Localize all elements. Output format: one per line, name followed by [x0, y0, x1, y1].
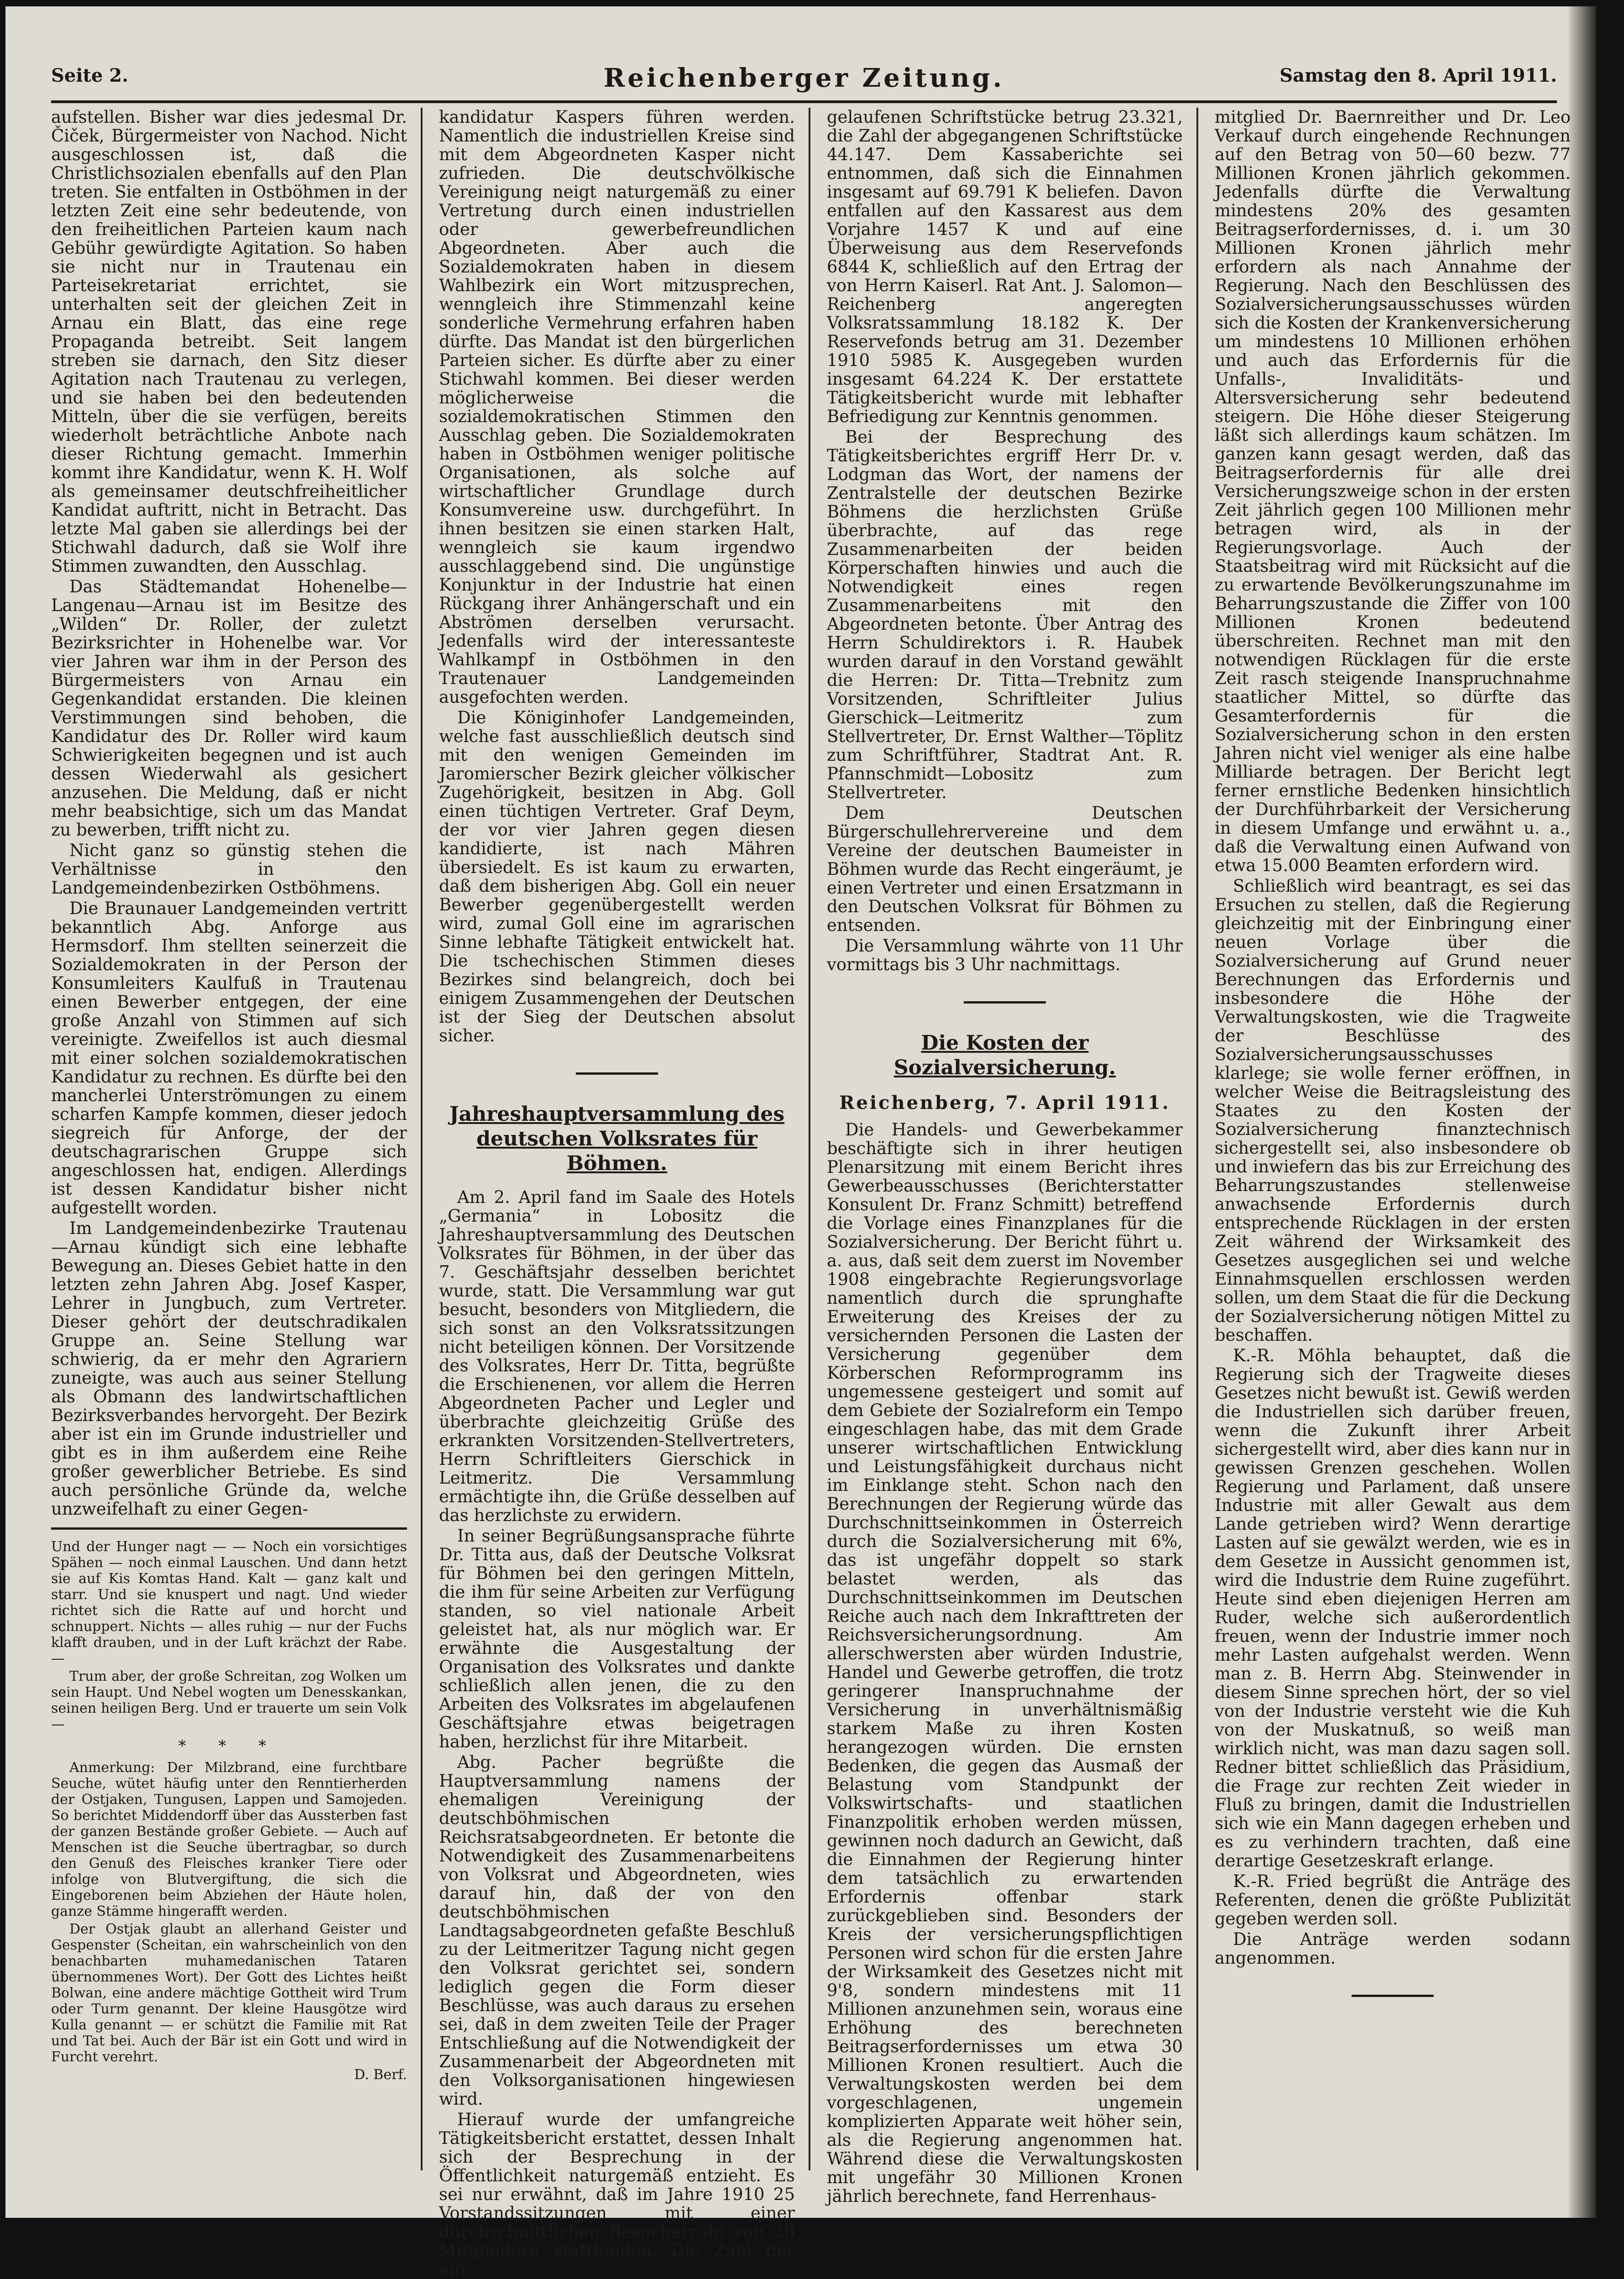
paragraph: Die Braunauer Landgemeinden vertritt bekanntlich Abg. Anforge aus Hermsdorf. Ihm stellten seinerzeit die Sozialdemokraten in der Person der Konsumleiters Kaulfuß in Trautenau einen Bewerber entgegen, der eine große Anzahl von Stimmen auf sich vereinigte. Zweifellos ist auch diesmal mit einer solchen sozialdemokratischen Kandidatur zu rechnen. Es dürfte bei den mancherlei Unterströmungen zu einem scharfen Kampfe kommen, dieser jedoch siegreich für Anforge, der der deutschagrarischen Gruppe sich angeschlossen hat, endigen. Allerdings ist dessen Kandidatur bisher nicht aufgestellt worden.	[51, 899, 407, 1218]
paragraph: Hierauf wurde der umfangreiche Tätigkeitsbericht erstattet, dessen Inhalt sich der Besprechung in der Öffentlichkeit naturgemäß entzieht. Es sei nur erwähnt, daß im Jahre 1910 25 Vorstandssitzungen mit einer durchschnittlichen Besucherzahl von 28 Mitgliedern stattfanden. Die Zahl der ein-	[439, 2110, 795, 2279]
paragraph: aufstellen. Bisher war dies jedesmal Dr. Čiček, Bürgermeister von Nachod. Nicht ausgeschlossen ist, daß die Christlichsozialen ebenfalls auf den Plan treten. Sie entfalten in Ostböhmen in der letzten Zeit eine sehr bedeutende, von den freiheitlichen Parteien kaum nach Gebühr gewürdigte Agitation. So haben sie nicht nur in Trautenau ein Parteisekretariat errichtet, sie unterhalten seit der gleichen Zeit in Arnau ein Blatt, das eine rege Propaganda betreibt. Seit langem streben sie darnach, den Sitz dieser Agitation nach Trautenau zu verlegen, und sie haben bei den bedeutenden Mitteln, über die sie verfügen, bereits wiederholt beträchtliche Anbote nach dieser Richtung gemacht. Immerhin kommt ihre Kandidatur, wenn K. H. Wolf als gemeinsamer deutschfreiheitlicher Kandidat auftritt, nicht in Betracht. Das letzte Mal gaben sie allerdings bei der Stichwahl dadurch, daß sie Wolf ihre Stimmen zuwandten, den Ausschlag.	[51, 107, 407, 576]
article-end-rule	[1352, 1995, 1434, 1997]
paragraph: kandidatur Kaspers führen werden. Namentlich die industriellen Kreise sind mit dem Abgeordneten Kasper nicht zufrieden. Die deutschvölkische Vereinigung neigt naturgemäß zu einer Vertretung durch einen industriellen oder gewerbefreundlichen Abgeordneten. Aber auch die Sozialdemokraten haben in diesem Wahlbezirk ein Wort mitzusprechen, wenngleich ihre Stimmenzahl keine sonderliche Vermehrung erfahren haben dürfte. Das Mandat ist den bürgerlichen Parteien sicher. Es dürfte aber zu einer Stichwahl kommen. Bei dieser werden möglicherweise die sozialdemokratischen Stimmen den Ausschlag geben. Die Sozialdemokraten haben in Ostböhmen weniger politische Organisationen, als solche auf wirtschaftlicher Grundlage durch Konsumvereine usw. durchgeführt. In ihnen besitzen sie einen starken Halt, wenngleich sie kaum irgendwo ausschlaggebend sind. Die ungünstige Konjunktur in der Industrie hat einen Rückgang ihrer Anhängerschaft und ein Abströmen derselben verursacht. Jedenfalls wird der interessanteste Wahlkampf in Ostböhmen in den Trautenauer Landgemeinden ausgefochten werden.	[439, 107, 795, 707]
author-signature: D. Berf.	[354, 2067, 407, 2083]
paragraph: mitglied Dr. Baernreither und Dr. Leo Verkauf durch eingehende Rechnungen auf den Betrag von 50—60 bezw. 77 Millionen Kronen jährlich gekommen. Jedenfalls dürfte die Verwaltung mindestens 20% des gesamten Beitragserfordernisses, d. i. um 30 Millionen Kronen jährlich mehr erfordern als nach Annahme der Regierung. Nach den Beschlüssen des Sozialversicherungsausschusses würden sich die Kosten der Krankenversicherung um mindestens 10 Millionen erhöhen und auch das Erfordernis für die Unfalls-, Invaliditäts- und Altersversicherung sehr bedeutend steigern. Die Höhe dieser Steigerung läßt sich allerdings kaum schätzen. Im ganzen kann gesagt werden, daß das Beitragserfordernis für alle drei Versicherungszweige schon in der ersten Zeit jährlich gegen 100 Millionen mehr betragen wird, als in der Regierungsvorlage. Auch der Staatsbeitrag wird mit Rücksicht auf die zu erwartende Bevölkerungszunahme im Beharrungszustande die Ziffer von 100 Millionen Kronen bedeutend überschreiten. Rechnet man mit den notwendigen Rücklagen für die erste Zeit rasch steigende Inanspruchnahme staatlicher Mittel, so dürfte das Gesamterfordernis für die Sozialversicherung schon in den ersten Jahren nicht viel weniger als eine halbe Milliarde betragen. Der Bericht legt ferner ernstliche Bedenken hinsichtlich der Durchführbarkeit der Versicherung in diesem Umfange und erwähnt u. a., daß die Verwaltung einen Aufwand von etwa 15.000 Beamten erfordern wird.	[1215, 107, 1571, 875]
feuilleton-rule	[51, 1527, 407, 1530]
paragraph: Am 2. April fand im Saale des Hotels „Germania“ in Lobositz die Jahreshauptversammlung des Deutschen Volksrates für Böhmen, in der über das 7. Geschäftsjahr desselben berichtet wurde, statt. Die Versammlung war gut besucht, besonders von Mitgliedern, die sich sonst an den Volksratssitzungen nicht beteiligen können. Der Vorsitzende des Volksrates, Herr Dr. Titta, begrüßte die Erschienenen, vor allem die Herren Abgeordneten Pacher und Legler und überbrachte gleichzeitig Grüße des erkrankten Vorsitzenden-Stellvertreters, Herrn Schriftleiters Gierschick in Leitmeritz. Die Versammlung ermächtigte ihn, die Grüße desselben auf das herzlichste zu erwidern.	[439, 1187, 795, 1525]
paragraph: Im Landgemeindenbezirke Trautenau—Arnau kündigt sich eine lebhafte Bewegung an. Dieses Gebiet hatte in den letzten zehn Jahren Abg. Josef Kasper, Lehrer in Jungbuch, zum Vertreter. Dieser gehört der deutschradikalen Gruppe an. Seine Stellung war schwierig, da er mehr den Agrariern zuneigte, was auch aus seiner Stellung als Obmann des landwirtschaftlichen Bezirksverbandes hervorgeht. Der Bezirk aber ist ein im Grunde industrieller und gibt es in ihm außerdem eine Reihe großer gewerblicher Betriebe. Es sind auch persönliche Gründe da, welche unzweifelhaft zu einer Gegen-	[51, 1218, 407, 1519]
paragraph: gelaufenen Schriftstücke betrug 23.321, die Zahl der abgegangenen Schriftstücke 44.147. Dem Kassaberichte sei entnommen, daß sich die Einnahmen insgesamt auf 69.791 K beliefen. Davon entfallen auf den Kassarest aus dem Vorjahre 1457 K und auf eine Überweisung aus dem Reservefonds 6844 K, schließlich auf den Ertrag der von Herrn Kaiserl. Rat Ant. J. Salomon—Reichenberg angeregten Volksratssammlung 18.182 K. Der Reservefonds betrug am 31. Dezember 1910 5985 K. Ausgegeben wurden insgesamt 64.224 K. Der erstattete Tätigkeitsbericht wurde mit lebhafter Befriedigung zur Kenntnis genommen.	[827, 107, 1183, 426]
paragraph: Die Königinhofer Landgemeinden, welche fast ausschließlich deutsch sind mit den wenigen Gemeinden im Jaromierscher Bezirk gleicher völkischer Zugehörigkeit, besitzen in Abg. Goll einen tüchtigen Vertreter. Graf Deym, der vor vier Jahren gegen diesen kandidierte, ist nach Mähren übersiedelt. Es ist kaum zu erwarten, daß dem bisherigen Abg. Goll ein neuer Bewerber gegenübergestellt werden wird, zumal Goll eine im agrarischen Sinne lebhafte Tätigkeit entwickelt hat. Die tschechischen Stimmen dieses Bezirkes sind belangreich, doch bei einigem Zusammengehen der Deutschen ist der Sieg der Deutschen absolut sicher.	[439, 708, 795, 1045]
paragraph: Das Städtemandat Hohenelbe—Langenau—Arnau ist im Besitze des „Wilden“ Dr. Roller, der zuletzt Bezirksrichter in Hohenelbe war. Vor vier Jahren war ihm in der Person des Bürgermeisters von Arnau ein Gegenkandidat erstanden. Die kleinen Verstimmungen sind behoben, die Kandidatur des Dr. Roller wird kaum Schwierigkeiten begegnen und ist auch dessen Wiederwahl als gesichert anzusehen. Die Meldung, daß er nicht mehr beabsichtige, sich um das Mandat zu bewerben, trifft nicht zu.	[51, 577, 407, 840]
article-separator	[964, 1001, 1046, 1004]
newspaper-title: Reichenberger Zeitung.	[603, 63, 1005, 93]
feuilleton-paragraph: Trum aber, der große Schreitan, zog Wolken um sein Haupt. Und Nebel wogten um Denesskankan, seinen heiligen Berg. Und er trauerte um sein Volk —	[51, 1668, 407, 1732]
paragraph: Abg. Pacher begrüßte die Hauptversammlung namens der ehemaligen Vereinigung der deutschböhmischen Reichsratsabgeordneten. Er betonte die Notwendigkeit des Zusammenarbeitens von Volksrat und Abgeordneten, wies darauf hin, daß der von den deutschböhmischen Landtagsabgeordneten gefaßte Beschluß zu der Leitmeritzer Tagung nicht gegen den Volksrat gerichtet sei, sondern lediglich gegen die Form dieser Beschlüsse, was auch daraus zu ersehen sei, daß in dem zweiten Teile der Prager Entschließung auf die Notwendigkeit der Zusammenarbeit der Abgeordneten mit den Volksorganisationen hingewiesen wird.	[439, 1752, 795, 2109]
article-heading: Die Kosten der Sozialversicherung.	[893, 1031, 1116, 1079]
article-heading: Jahreshauptversammlung des deutschen Volksrates für Böhmen.	[449, 1103, 785, 1175]
paragraph: Die Versammlung währte von 11 Uhr vormittags bis 3 Uhr nachmittags.	[827, 936, 1183, 974]
feuilleton-note: Anmerkung: Der Milzbrand, eine furchtbare Seuche, wütet häufig unter den Renntierherden der Ostjaken, Tungusen, Lappen und Samojeden. So berichtet Middendorff über das Aussterben fast der ganzen Bestände großer Gebiete. — Auch auf Menschen ist die Seuche übertragbar, so durch den Genuß des Fleisches kranker Tiere oder infolge von Blutvergiftung, die sich die Eingeborenen beim Abziehen der Häute holen, ganze Stämme hingerafft werden.	[51, 1760, 407, 1919]
asterism: * * *	[178, 1737, 280, 1755]
masthead-rule	[51, 100, 1557, 103]
paragraph: Bei der Besprechung des Tätigkeitsberichtes ergriff Herr Dr. v. Lodgman das Wort, der namens der Zentralstelle der deutschen Bezirke Böhmens die herzlichsten Grüße überbrachte, auf das rege Zusammenarbeiten der beiden Körperschaften hinwies und auch die Notwendigkeit eines regen Zusammenarbeitens mit den Abgeordneten betonte. Über Antrag des Herrn Schuldirektors i. R. Haubek wurden darauf in den Vorstand gewählt die Herren: Dr. Titta—Trebnitz zum Vorsitzenden, Schriftleiter Julius Gierschick—Leitmeritz zum Stellvertreter, Dr. Ernst Walther—Töplitz zum Schriftführer, Stadtrat Ant. R. Pfannschmidt—Lobositz zum Stellvertreter.	[827, 427, 1183, 802]
paragraph: K.-R. Fried begrüßt die Anträge des Referenten, denen die größte Publizität gegeben werden soll.	[1215, 1871, 1571, 1929]
feuilleton	[51, 1539, 407, 2083]
column-4	[1215, 108, 1571, 2170]
dateline: Reichenberg, 7. April 1911.	[839, 1092, 1170, 1113]
paragraph: K.-R. Möhla behauptet, daß die Regierung sich der Tragweite dieses Gesetzes nicht bewußt ist. Gewiß werden die Industriellen sich darüber freuen, wenn die Zukunft ihrer Arbeit sichergestellt wird, aber dies kann nur in gewissen Grenzen geschehen. Wollen Regierung und Parlament, daß unsere Industrie mit aller Gewalt aus dem Lande getrieben wird? Wenn derartige Lasten auf sie gewälzt werden, wie es in dem Gesetze in Aussicht genommen ist, wird die Industrie dem Ruine zugeführt. Heute sind eben diejenigen Herren am Ruder, welche sich außerordentlich freuen, wenn der Industrie immer noch mehr Lasten aufgehalst werden. Wenn man z. B. Herrn Abg. Steinwender in diesem Sinne sprechen hört, der so viel von der Industrie versteht wie die Kuh von der Muskatnuß, so weiß man wirklich nicht, was man dazu sagen soll. Redner bittet schließlich das Präsidium, die Frage zur rechten Zeit wieder in Fluß zu bringen, damit die Industriellen sich wie ein Mann dagegen erheben und es zu verhindern trachten, daß eine derartige Gesetzeskraft erlange.	[1215, 1346, 1571, 1871]
column-1	[51, 108, 407, 2170]
paragraph: Dem Deutschen Bürgerschullehrervereine und dem Vereine der deutschen Baumeister in Böhmen wurde das Recht eingeräumt, je einen Vertreter und einen Ersatzmann in den Deutschen Volksrat für Böhmen zu entsenden.	[827, 803, 1183, 935]
column-rule-2	[809, 108, 810, 2170]
masthead	[51, 65, 1557, 97]
paragraph: Die Handels- und Gewerbekammer beschäftigte sich in ihrer heutigen Plenarsitzung mit einem Bericht ihres Gewerbeausschusses (Berichterstatter Konsulent Dr. Franz Schmitt) betreffend die Vorlage eines Finanzplanes für die Sozialversicherung. Der Bericht führt u. a. aus, daß seit dem zuerst im November 1908 eingebrachte Regierungsvorlage namentlich durch die sprunghafte Erweiterung des Kreises der zu versichernden Personen die Lasten der Versicherung gegenüber dem Körberschen Reformprogramm ins ungemessene gesteigert und somit auf dem Gebiete der Sozialreform ein Tempo eingeschlagen habe, das mit dem Grade unserer wirtschaftlichen Entwicklung und Leistungsfähigkeit durchaus nicht im Einklange steht. Schon nach den Berechnungen der Regierung würde das Durchschnittseinkommen in Österreich durch die Sozialversicherung mit 6%, das ist ungefähr doppelt so stark belastet werden, als das Durchschnittseinkommen im Deutschen Reiche auch nach dem Inkrafttreten der Reichsversicherungsordnung. Am allerschwersten aber würden Industrie, Handel und Gewerbe getroffen, die trotz geringerer Inanspruchnahme der Versicherung in unverhältnismäßig starkem Maße zu ihren Kosten herangezogen würden. Die ernsten Bedenken, die gegen das Ausmaß der Belastung vom Standpunkt der Volkswirtschafts- und staatlichen Finanzpolitik erhoben werden müssen, gewinnen noch dadurch an Gewicht, daß die Einnahmen der Regierung hinter dem tatsächlich zu erwartenden Erfordernis offenbar stark zurückgeblieben sind. Besonders der Kreis der versicherungspflichtigen Personen wird schon für die ersten Jahre der Wirksamkeit des Gesetzes nicht mit 9'8, sondern mindestens mit 11 Millionen anzunehmen sein, woraus eine Erhöhung des berechneten Beitragserfordernisses um etwa 30 Millionen Kronen resultiert. Auch die Verwaltungskosten werden bei dem vorgeschlagenen, ungemein komplizierten Apparate weit höher sein, als die Regierung angenommen hat. Während diese die Verwaltungskosten mit ungefähr 30 Millionen Kronen jährlich berechnete, fand Herrenhaus-	[827, 1120, 1183, 2206]
paragraph: In seiner Begrüßungsansprache führte Dr. Titta aus, daß der Deutsche Volksrat für Böhmen bei den geringen Mitteln, die ihm für seine Arbeiten zur Verfügung standen, so viel nationale Arbeit geleistet hat, als nur möglich war. Er erwähnte die Ausgestaltung der Organisation des Volksrates und dankte schließlich allen jenen, die zu den Arbeiten des Volksrates im abgelaufenen Geschäftsjahre etwas beigetragen haben, herzlichst für ihre Mitarbeit.	[439, 1526, 795, 1751]
column-rule-3	[1196, 108, 1198, 2170]
feuilleton-note: Der Ostjak glaubt an allerhand Geister und Gespenster (Scheitan, ein wahrscheinlich von den benachbarten muhamedanischen Tataren übernommenes Wort). Der Gott des Lichtes heißt Bolwan, eine andere mächtige Gottheit wird Trum oder Turm genannt. Der kleine Hausgötze wird Kulla genannt — er schützt die Familie mit Rat und Tat bei. Auch der Bär ist ein Gott und wird in Furcht verehrt.	[51, 1921, 407, 2065]
paragraph: Die Anträge werden sodann angenommen.	[1215, 1929, 1571, 1968]
column-3	[827, 107, 1183, 2206]
paragraph: Schließlich wird beantragt, es sei das Ersuchen zu stellen, daß die Regierung gleichzeitig mit der Einbringung einer neuen Vorlage über die Sozialversicherung auf Grund neuer Berechnungen das Erfordernis und insbesondere die Höhe der Verwaltungskosten, wie die Tragweite der Beschlüsse des Sozialversicherungsausschusses klarlege; sie wolle ferner eröffnen, in welcher Weise die Beitragsleistung des Staates zu den Kosten der Sozialversicherung finanztechnisch sichergestellt sei, also insbesondere ob und inwiefern das bis zur Erreichung des Beharrungszustandes stellenweise anwachsende Erfordernis durch entsprechende Rücklagen in der ersten Zeit während der Wirksamkeit des Gesetzes ausgeglichen sei und welche Einnahmsquellen erschlossen werden sollen, um dem Staat die für die Deckung der Sozialversicherung nötigen Mittel zu beschaffen.	[1215, 876, 1571, 1345]
feuilleton-paragraph: Und der Hunger nagt — — Noch ein vorsichtiges Spähen — noch einmal Lauschen. Und dann hetzt sie auf Kis Komtas Hand. Kalt — ganz kalt und starr. Und sie knuspert und nagt. Und wieder richtet sich die Ratte auf und horcht und schnuppert. Nichts — alles ruhig — nur der Fuchs klafft drauben, und in der Luft krächzt der Rabe. —	[51, 1539, 407, 1667]
column-2	[439, 107, 795, 2279]
page-number: Seite 2.	[51, 65, 129, 86]
column-rule-1	[421, 108, 423, 2170]
article-separator	[576, 1072, 658, 1075]
issue-date: Samstag den 8. April 1911.	[1279, 65, 1557, 86]
newspaper-page	[5, 6, 1596, 2279]
paragraph: Nicht ganz so günstig stehen die Verhältnisse in den Landgemeindenbezirken Ostböhmens.	[51, 841, 407, 898]
page-edge-shadow	[1569, 6, 1596, 2218]
